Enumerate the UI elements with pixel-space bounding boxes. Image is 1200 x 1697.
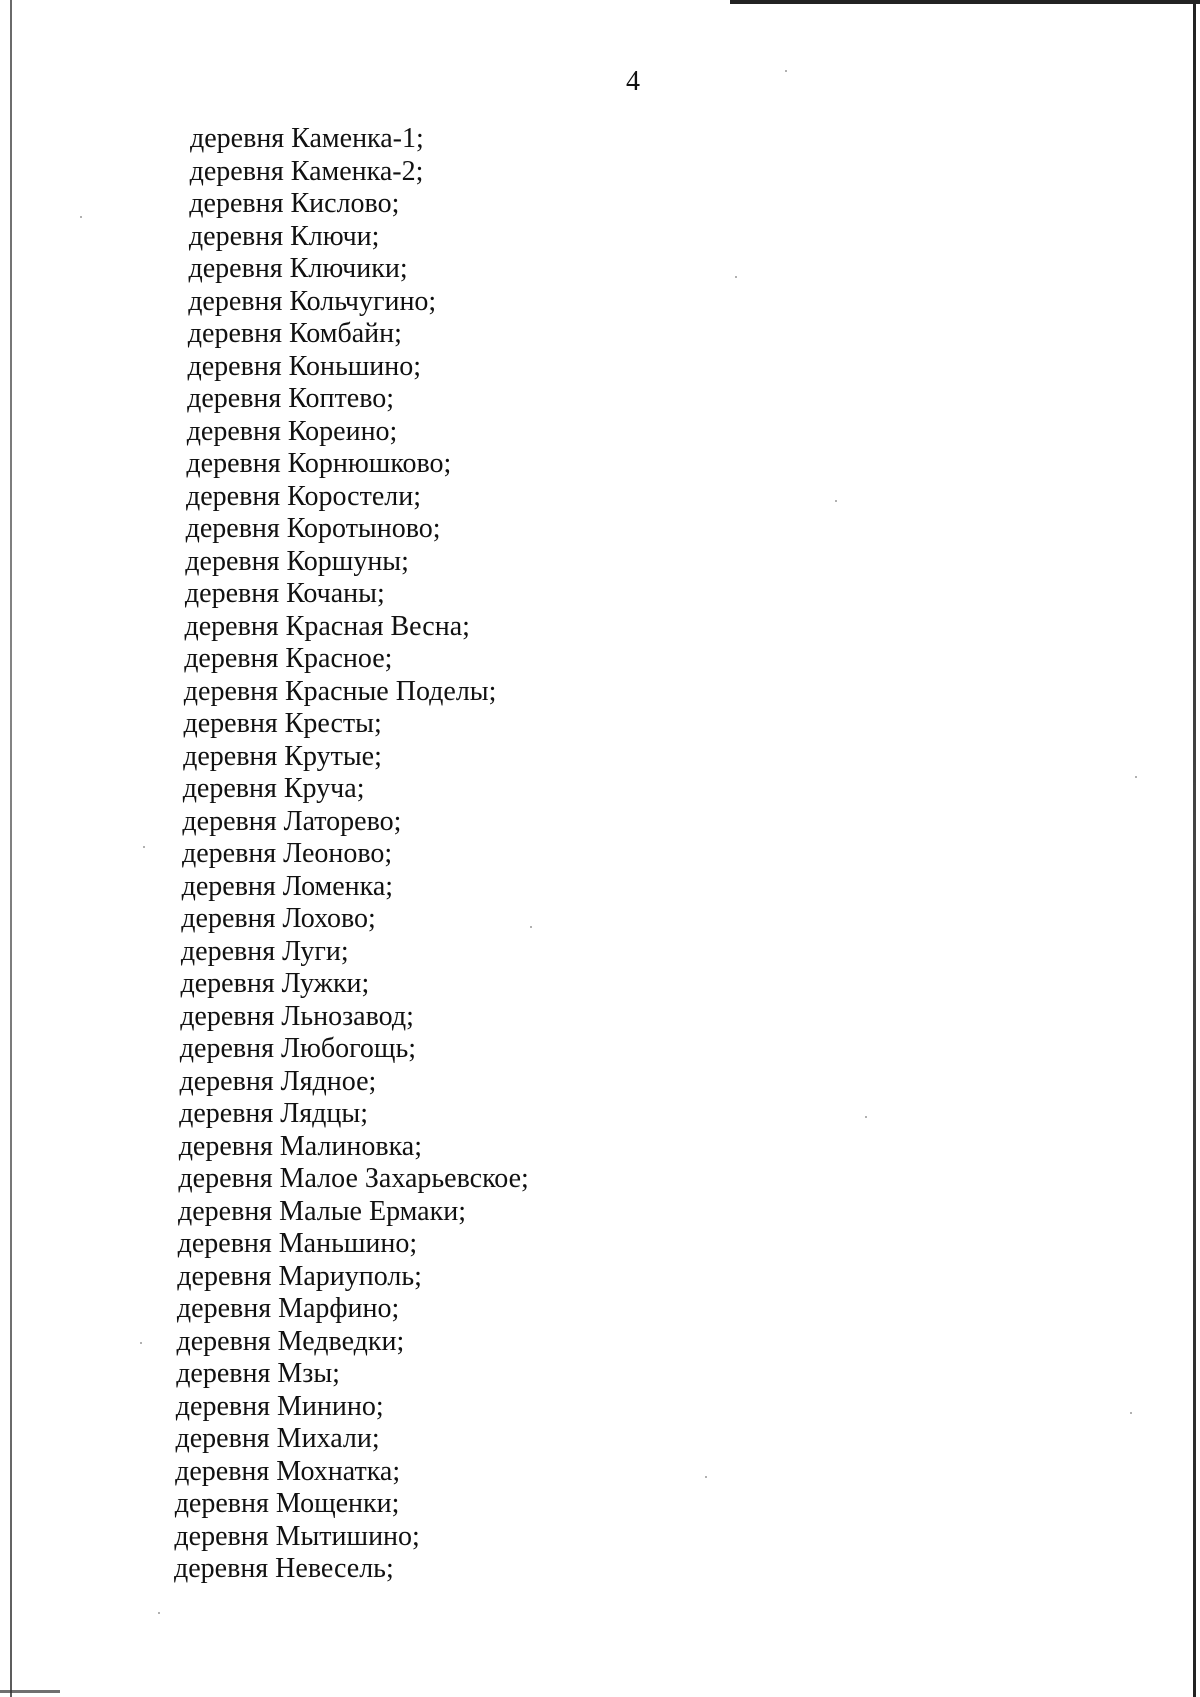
village-list-item: деревня Кресты;	[183, 708, 382, 739]
scan-right-edge	[1193, 0, 1196, 1697]
village-list-item: деревня Льнозавод;	[180, 1000, 414, 1032]
village-list-item: деревня Минино;	[175, 1390, 384, 1422]
village-list-item: деревня Каменка-1;	[190, 123, 424, 154]
scan-speck	[835, 500, 837, 502]
village-list-item: деревня Коптево;	[187, 383, 395, 414]
village-list-item: деревня Кореино;	[186, 415, 398, 447]
village-list-item: деревня Кислово;	[189, 188, 400, 219]
village-list-item: деревня Красные Поделы;	[183, 675, 497, 707]
village-list-item: деревня Коротыново;	[185, 513, 441, 544]
village-list-item: деревня Мытишино;	[174, 1520, 420, 1552]
page-number: 4	[626, 66, 640, 97]
scan-speck	[705, 1476, 707, 1478]
village-list-item: деревня Невесель;	[174, 1553, 394, 1584]
village-list-item: деревня Кольчугино;	[188, 285, 437, 317]
village-list-item: деревня Ключики;	[188, 253, 408, 284]
scan-speck	[158, 1612, 160, 1614]
village-list-item: деревня Мариуполь;	[177, 1260, 422, 1292]
village-list-item: деревня Луги;	[180, 935, 349, 967]
scan-speck	[785, 70, 787, 72]
village-list-item: деревня Леоново;	[182, 838, 393, 869]
village-list-item: деревня Мохнатка;	[175, 1455, 401, 1487]
village-list-item: деревня Михали;	[175, 1423, 380, 1454]
village-list-item: деревня Комбайн;	[187, 318, 402, 349]
village-list-item: деревня Корнюшково;	[186, 448, 452, 479]
village-list-item: деревня Малиновка;	[178, 1130, 422, 1162]
scan-speck	[735, 276, 737, 278]
scan-top-edge	[730, 0, 1200, 4]
scan-speck	[1130, 1412, 1132, 1414]
village-list-item: деревня Лядное;	[179, 1065, 377, 1097]
scan-bottom-edge	[0, 1690, 60, 1693]
scan-speck	[1135, 776, 1137, 778]
village-list-item: деревня Любогощь;	[179, 1033, 417, 1064]
village-list-item: деревня Лохово;	[181, 903, 376, 934]
village-list-item: деревня Ломенка;	[181, 870, 394, 902]
village-list-item: деревня Медведки;	[176, 1325, 405, 1357]
village-list-item: деревня Каменка-2;	[189, 155, 424, 187]
village-list-item: деревня Лядцы;	[179, 1098, 368, 1129]
village-list-item: деревня Латорево;	[182, 805, 402, 837]
village-list-item: деревня Ключи;	[188, 220, 380, 252]
village-list-item: деревня Коньшино;	[187, 350, 422, 382]
village-list-item: деревня Малое Захарьевское;	[178, 1163, 529, 1194]
village-list-item: деревня Марфино;	[176, 1293, 400, 1324]
village-list	[0, 123, 529, 1586]
village-list-item: деревня Красное;	[184, 643, 393, 674]
village-list-item: деревня Малые Ермаки;	[178, 1195, 466, 1227]
village-list-item: деревня Красная Весна;	[184, 610, 470, 642]
village-list-item: деревня Круча;	[182, 773, 365, 804]
village-list-item: деревня Мощенки;	[174, 1488, 400, 1519]
village-list-item: деревня Мзы;	[176, 1358, 340, 1389]
village-list-item: деревня Лужки;	[180, 968, 370, 999]
village-list-item: деревня Кочаны;	[184, 578, 385, 609]
scan-speck	[865, 1116, 867, 1118]
village-list-item: деревня Крутые;	[183, 740, 382, 772]
village-list-item: деревня Коростели;	[186, 480, 421, 512]
village-list-item: деревня Коршуны;	[185, 545, 409, 577]
village-list-item: деревня Маньшино;	[177, 1228, 418, 1259]
